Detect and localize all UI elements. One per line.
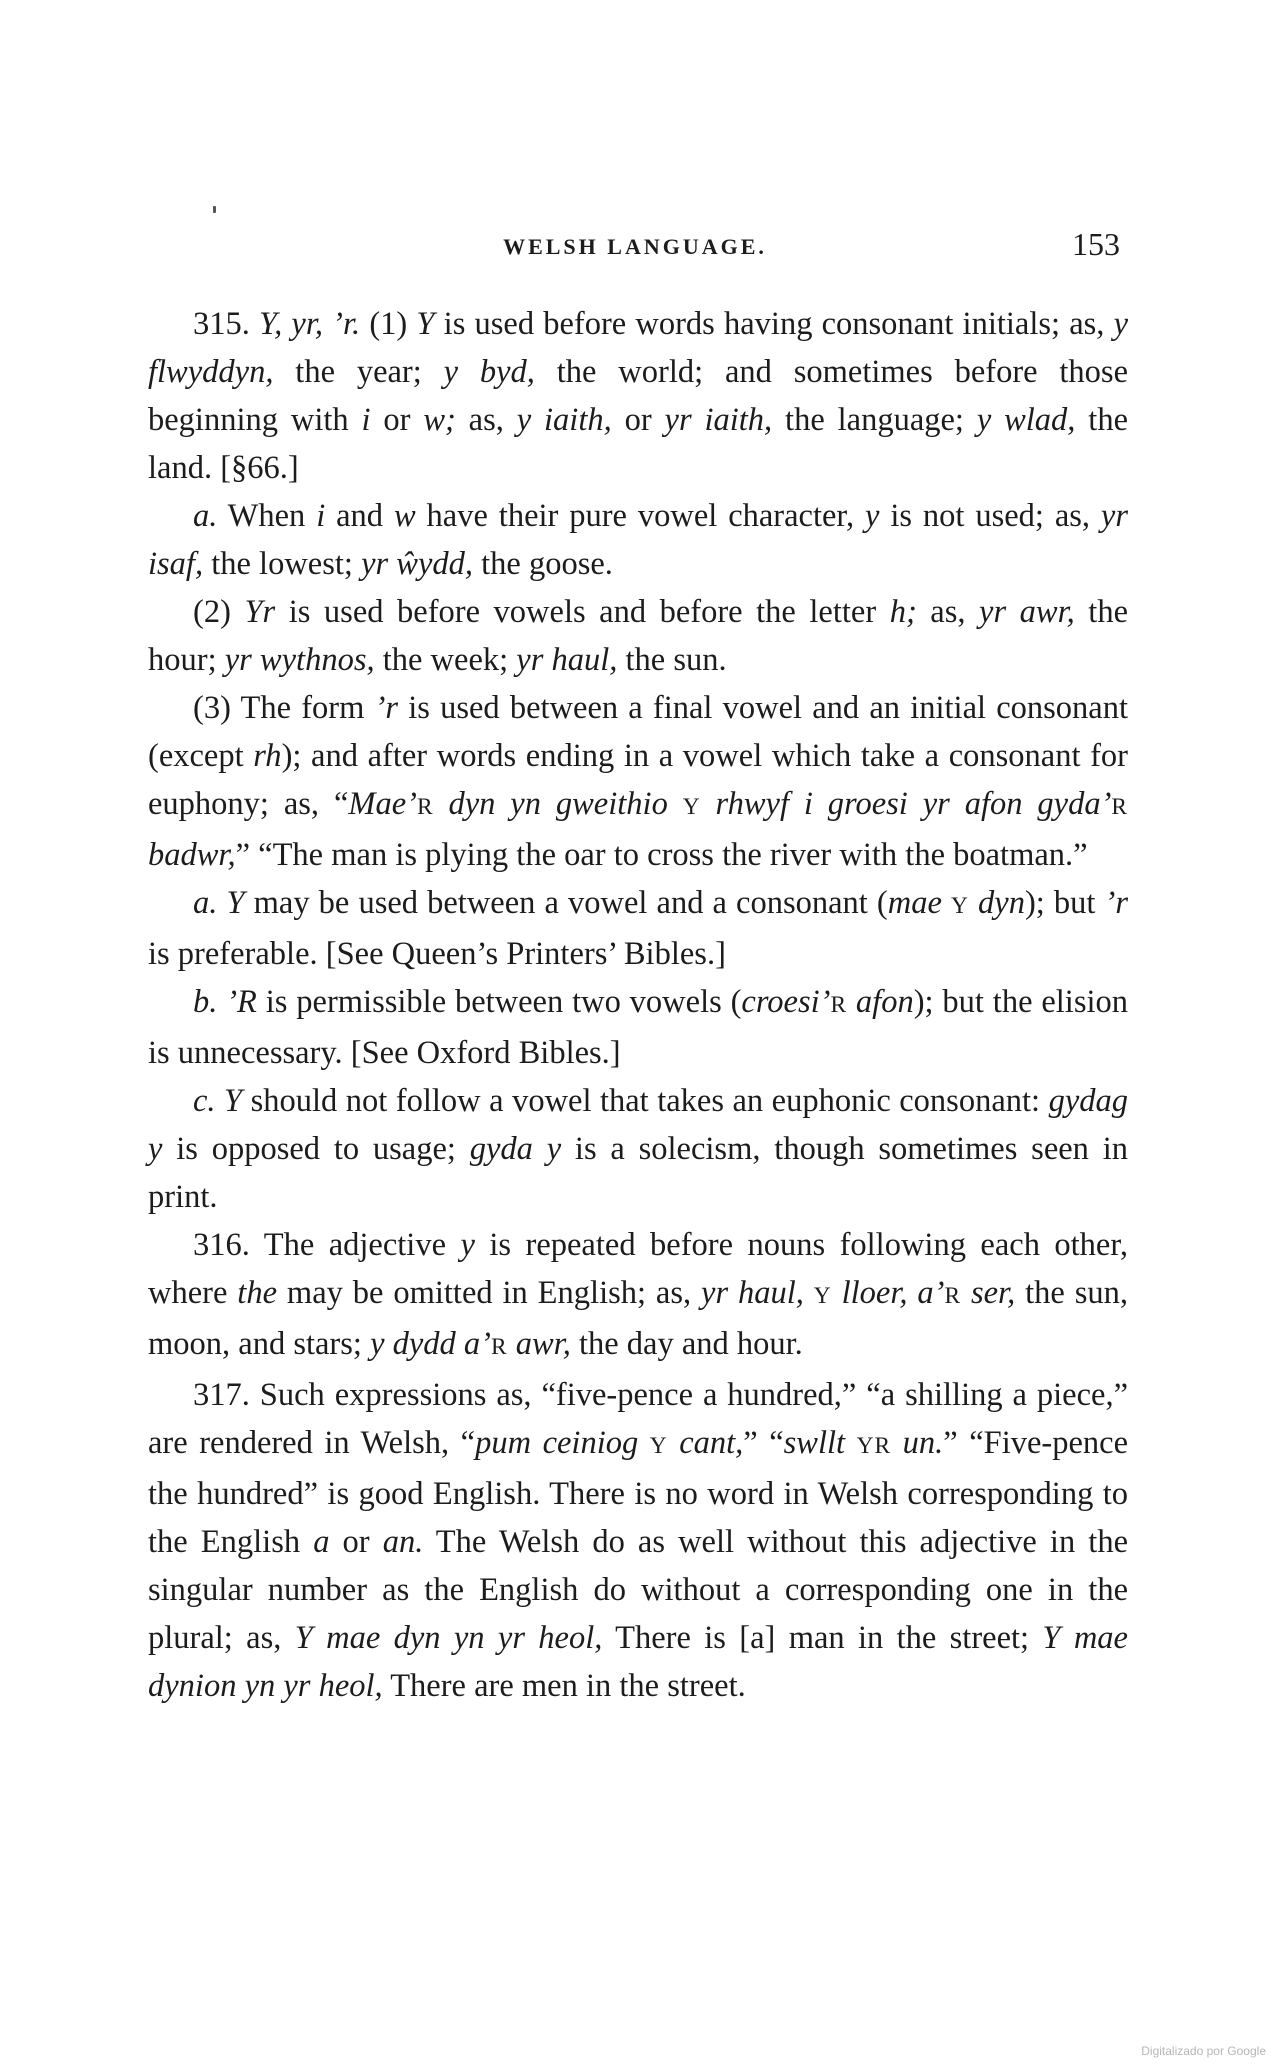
text-run: the goose.	[473, 546, 613, 582]
text-run: is not used; as,	[879, 498, 1101, 534]
small-caps-run: R	[491, 1334, 508, 1360]
text-run: is permissible between two vowels (	[256, 984, 742, 1020]
paragraph-315-a	[148, 492, 1128, 588]
ink-speck	[213, 206, 216, 213]
text-run: (1)	[360, 306, 417, 342]
text-run: is used before words having consonant initials; as,	[434, 306, 1114, 342]
text-run: When	[217, 498, 317, 534]
italic-run: an.	[382, 1524, 424, 1560]
text-run: 317. Such expressions as, “five-pence a hundred,” “a shilling a piece,” are rendered in Welsh, “	[148, 1377, 1128, 1461]
text-run: The Welsh do as well without this adjective in the singular number as the English do without a corresponding one in the plural; as,	[148, 1524, 1128, 1656]
paragraph-315-3-b	[148, 978, 1128, 1077]
italic-run: c. Y	[193, 1083, 243, 1119]
small-caps-run: Y	[813, 1283, 832, 1309]
small-caps-run: YR	[856, 1433, 892, 1459]
paragraph-315-3	[148, 684, 1128, 879]
text-run: and	[325, 498, 394, 534]
italic-run: y dydd a’	[370, 1326, 491, 1362]
italic-run: a. Y	[193, 885, 245, 921]
italic-run: badwr,	[148, 837, 236, 873]
text-run: the week;	[374, 642, 517, 678]
italic-run: afon	[847, 984, 914, 1020]
text-run: the language;	[772, 402, 977, 438]
italic-run: yr haul,	[516, 642, 618, 678]
text-run: the day and hour.	[570, 1326, 803, 1362]
small-caps-run: R	[1111, 794, 1128, 820]
italic-run: ’r	[374, 690, 399, 726]
text-run: is repeated before nouns following each other, where	[148, 1227, 1128, 1311]
text-run: have their pure vowel character,	[415, 498, 865, 534]
text-run: should not follow a vowel that takes an euphonic consonant:	[242, 1083, 1049, 1119]
italic-run: ’r	[1104, 885, 1129, 921]
text-run: the hour;	[148, 594, 1128, 678]
italic-run: a	[313, 1524, 330, 1560]
italic-run: un.	[891, 1425, 944, 1461]
small-caps-run: Y	[951, 893, 969, 919]
italic-run: dyn	[968, 885, 1025, 921]
italic-run: Mae’	[348, 786, 417, 822]
page-body	[148, 300, 1128, 1710]
text-run: is used before vowels and before the letter	[275, 594, 890, 630]
text-run: ); and after words ending in a vowel which take a consonant for euphony; as, “	[148, 738, 1128, 822]
italic-run: the	[237, 1275, 278, 1311]
italic-run: Y mae dyn yn yr heol,	[294, 1620, 603, 1656]
italic-run: pum ceiniog	[475, 1425, 650, 1461]
text-run: 316. The adjective	[193, 1227, 461, 1263]
italic-run: Y mae dynion yn yr heol,	[148, 1620, 1128, 1704]
italic-run: y byd,	[443, 354, 535, 390]
italic-run: dyn yn gweithio	[433, 786, 683, 822]
text-run: ); but	[1024, 885, 1105, 921]
italic-run: y wlad,	[976, 402, 1076, 438]
text-run: or	[370, 402, 424, 438]
text-run: (2)	[193, 594, 245, 630]
italic-run: yr isaf,	[148, 498, 1128, 582]
italic-run: y flwyddyn,	[148, 306, 1129, 390]
text-run: or	[611, 402, 665, 438]
text-run: the lowest;	[203, 546, 362, 582]
paragraph-315-2	[148, 588, 1128, 684]
italic-run: croesi’	[741, 984, 831, 1020]
paragraph-316	[148, 1221, 1128, 1371]
italic-run: b. ’R	[193, 984, 257, 1020]
italic-run: i	[316, 498, 326, 534]
text-run: as,	[916, 594, 980, 630]
page-number: 153	[1072, 226, 1120, 262]
text-run: may be omitted in English; as,	[277, 1275, 702, 1311]
italic-run: cant,	[667, 1425, 744, 1461]
italic-run: y	[460, 1227, 475, 1263]
text-run: There are men in the street.	[382, 1668, 746, 1704]
scan-watermark: Digitalizado por Google	[1141, 2044, 1266, 2058]
text-run: is used between a final vowel and an initial consonant (except	[148, 690, 1128, 774]
text-run: or	[329, 1524, 383, 1560]
italic-run: yr iaith,	[664, 402, 773, 438]
italic-run: Yr	[244, 594, 276, 630]
text-run: There is [a] man in the street;	[602, 1620, 1043, 1656]
italic-run: swllt	[783, 1425, 857, 1461]
italic-run: Y	[416, 306, 435, 342]
italic-run: lloer, a’	[831, 1275, 945, 1311]
small-caps-run: R	[830, 992, 848, 1018]
italic-run: gyda y	[469, 1131, 562, 1167]
italic-run: y	[864, 498, 880, 534]
small-caps-run: Y	[682, 794, 701, 820]
text-run: as,	[455, 402, 517, 438]
italic-run: gydag y	[148, 1083, 1128, 1167]
text-run: the land. [§66.]	[148, 402, 1129, 486]
text-run: (3) The form	[193, 690, 375, 726]
italic-run: rhwyf i groesi yr afon gyda’	[700, 786, 1112, 822]
text-run: 315.	[193, 306, 260, 342]
italic-run: Y, yr, ’r.	[259, 306, 361, 342]
italic-run: awr,	[507, 1326, 571, 1362]
text-run: is opposed to usage;	[162, 1131, 470, 1167]
italic-run: w	[393, 498, 416, 534]
text-run: ” “The man is plying the oar to cross the river with the boatman.”	[235, 837, 1088, 873]
italic-run: yr haul,	[701, 1275, 814, 1311]
italic-run: w;	[423, 402, 456, 438]
text-run: the year;	[273, 354, 444, 390]
italic-run: yr ŵydd,	[361, 546, 473, 582]
italic-run: h;	[889, 594, 917, 630]
text-run: the world; and sometimes before those beginning with	[148, 354, 1128, 438]
italic-run: yr awr,	[979, 594, 1075, 630]
text-run: is preferable. [See Queen’s Printers’ Bibles.]	[148, 936, 726, 972]
italic-run: yr wythnos,	[224, 642, 375, 678]
text-run: ” “Five-pence the hundred” is good English. There is no word in Welsh corresponding to the English	[148, 1425, 1128, 1560]
text-run: ” “	[743, 1425, 784, 1461]
paragraph-315	[148, 300, 1128, 492]
text-run: ); but the elision is unnecessary. [See Oxford Bibles.]	[148, 984, 1129, 1071]
text-run: may be used between a vowel and a consonant (	[244, 885, 888, 921]
small-caps-run: R	[944, 1283, 962, 1309]
paragraph-315-3-c	[148, 1077, 1128, 1221]
text-run: the sun.	[617, 642, 727, 678]
small-caps-run: R	[416, 794, 434, 820]
page-header	[150, 226, 1120, 274]
paragraph-317	[148, 1371, 1128, 1710]
italic-run: a.	[193, 498, 218, 534]
italic-run: i	[361, 402, 371, 438]
running-head: WELSH LANGUAGE.	[503, 234, 767, 259]
italic-run: mae	[887, 885, 952, 921]
paragraph-315-3-a	[148, 879, 1128, 978]
small-caps-run: Y	[649, 1433, 668, 1459]
text-run: the sun, moon, and stars;	[148, 1275, 1128, 1362]
italic-run: ser,	[961, 1275, 1016, 1311]
italic-run: rh	[253, 738, 282, 774]
italic-run: y iaith,	[516, 402, 612, 438]
text-run: is a solecism, though sometimes seen in print.	[148, 1131, 1128, 1215]
